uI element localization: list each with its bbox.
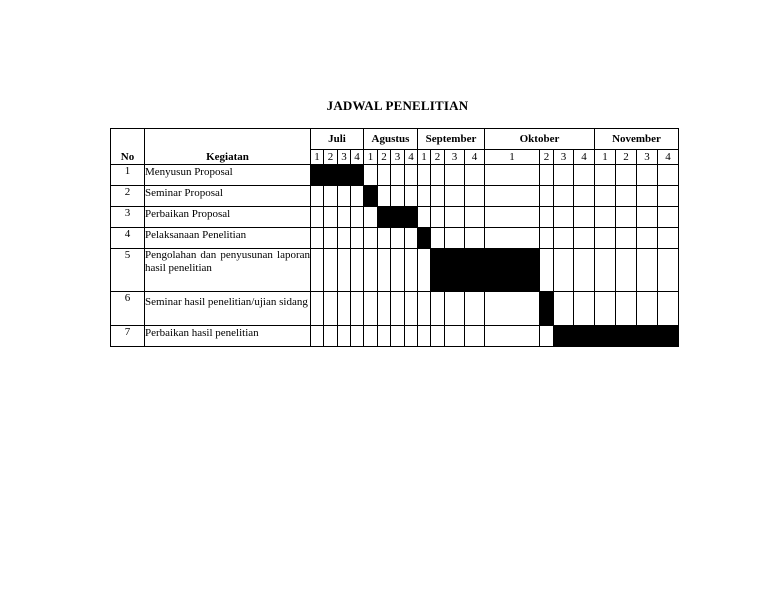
schedule-cell-empty: [364, 207, 378, 228]
schedule-cell-empty: [391, 165, 405, 186]
schedule-cell-empty: [338, 207, 351, 228]
schedule-cell-empty: [418, 186, 431, 207]
schedule-cell-empty: [405, 228, 418, 249]
week-label: 2: [378, 150, 391, 165]
schedule-cell-empty: [637, 228, 658, 249]
row-number: 3: [111, 207, 145, 228]
week-label: 2: [616, 150, 637, 165]
schedule-cell-empty: [431, 207, 445, 228]
table-row: [111, 186, 679, 207]
schedule-cell-empty: [391, 186, 405, 207]
schedule-cell-empty: [595, 165, 616, 186]
schedule-cell-empty: [445, 228, 465, 249]
week-label: 1: [595, 150, 616, 165]
schedule-cell-empty: [445, 292, 465, 326]
schedule-cell-empty: [616, 207, 637, 228]
schedule-cell-filled: [637, 326, 658, 347]
schedule-cell-empty: [445, 326, 465, 347]
schedule-cell-empty: [418, 292, 431, 326]
schedule-cell-empty: [540, 249, 554, 292]
schedule-cell-empty: [324, 228, 338, 249]
schedule-cell-empty: [378, 186, 391, 207]
week-label: 3: [554, 150, 574, 165]
schedule-cell-empty: [616, 228, 637, 249]
schedule-cell-empty: [540, 165, 554, 186]
activity-label: Perbaikan hasil penelitian: [145, 326, 311, 347]
month-oktober: Oktober: [485, 129, 595, 150]
schedule-cell-empty: [405, 186, 418, 207]
schedule-cell-empty: [485, 228, 540, 249]
schedule-cell-empty: [364, 228, 378, 249]
schedule-cell-empty: [311, 186, 324, 207]
schedule-cell-empty: [595, 207, 616, 228]
schedule-cell-empty: [418, 207, 431, 228]
schedule-cell-filled: [554, 326, 574, 347]
schedule-cell-empty: [658, 228, 679, 249]
schedule-cell-empty: [616, 186, 637, 207]
schedule-cell-empty: [637, 207, 658, 228]
schedule-cell-empty: [311, 292, 324, 326]
schedule-cell-empty: [595, 186, 616, 207]
row-number: 4: [111, 228, 145, 249]
schedule-cell-empty: [554, 165, 574, 186]
schedule-body: [111, 165, 679, 347]
week-label: 4: [574, 150, 595, 165]
schedule-cell-empty: [574, 207, 595, 228]
schedule-cell-filled: [378, 207, 391, 228]
schedule-cell-empty: [540, 207, 554, 228]
activity-label: Menyusun Proposal: [145, 165, 311, 186]
schedule-cell-empty: [391, 292, 405, 326]
schedule-cell-empty: [465, 326, 485, 347]
table-row: [111, 292, 679, 326]
schedule-cell-filled: [364, 186, 378, 207]
schedule-cell-filled: [351, 165, 364, 186]
schedule-cell-empty: [431, 186, 445, 207]
schedule-cell-empty: [637, 292, 658, 326]
table-row: [111, 165, 679, 186]
month-agustus: Agustus: [364, 129, 418, 150]
schedule-cell-empty: [338, 228, 351, 249]
schedule-cell-filled: [324, 165, 338, 186]
schedule-cell-empty: [364, 249, 378, 292]
activity-label: Seminar hasil penelitian/ujian sidang: [145, 292, 311, 326]
week-label: 4: [405, 150, 418, 165]
schedule-cell-empty: [351, 249, 364, 292]
schedule-cell-empty: [311, 249, 324, 292]
schedule-cell-empty: [540, 326, 554, 347]
row-number: 5: [111, 249, 145, 292]
schedule-cell-empty: [378, 249, 391, 292]
schedule-cell-filled: [574, 326, 595, 347]
schedule-cell-empty: [431, 228, 445, 249]
schedule-cell-empty: [658, 207, 679, 228]
schedule-cell-empty: [378, 326, 391, 347]
row-number: 6: [111, 292, 145, 326]
week-label: 1: [418, 150, 431, 165]
schedule-cell-empty: [616, 292, 637, 326]
schedule-cell-empty: [574, 249, 595, 292]
schedule-cell-empty: [324, 186, 338, 207]
schedule-cell-empty: [658, 249, 679, 292]
schedule-cell-empty: [351, 292, 364, 326]
week-label: 1: [485, 150, 540, 165]
schedule-cell-empty: [351, 228, 364, 249]
week-label: 4: [465, 150, 485, 165]
schedule-cell-empty: [554, 186, 574, 207]
table-row: [111, 326, 679, 347]
schedule-cell-empty: [485, 292, 540, 326]
schedule-cell-empty: [418, 326, 431, 347]
schedule-cell-empty: [311, 228, 324, 249]
schedule-cell-empty: [554, 292, 574, 326]
schedule-cell-empty: [554, 207, 574, 228]
week-label: 2: [540, 150, 554, 165]
week-label: 1: [311, 150, 324, 165]
schedule-cell-empty: [540, 186, 554, 207]
row-number: 7: [111, 326, 145, 347]
page-title: JADWAL PENELITIAN: [326, 98, 469, 113]
schedule-cell-filled: [311, 165, 324, 186]
month-juli: Juli: [311, 129, 364, 150]
schedule-cell-empty: [595, 249, 616, 292]
header-kegiatan: Kegiatan: [145, 129, 311, 165]
week-label: 3: [391, 150, 405, 165]
schedule-cell-empty: [554, 228, 574, 249]
schedule-cell-empty: [351, 186, 364, 207]
schedule-cell-filled: [431, 249, 445, 292]
schedule-cell-empty: [445, 186, 465, 207]
schedule-cell-empty: [324, 207, 338, 228]
schedule-cell-empty: [637, 165, 658, 186]
schedule-cell-empty: [445, 207, 465, 228]
schedule-cell-empty: [364, 326, 378, 347]
schedule-cell-empty: [338, 326, 351, 347]
week-label: 4: [351, 150, 364, 165]
schedule-cell-empty: [431, 165, 445, 186]
schedule-cell-empty: [465, 292, 485, 326]
schedule-cell-empty: [378, 228, 391, 249]
schedule-cell-empty: [637, 186, 658, 207]
schedule-cell-empty: [637, 249, 658, 292]
schedule-cell-empty: [616, 165, 637, 186]
schedule-cell-empty: [364, 165, 378, 186]
schedule-cell-empty: [418, 249, 431, 292]
schedule-cell-empty: [595, 228, 616, 249]
schedule-cell-empty: [616, 249, 637, 292]
schedule-cell-empty: [465, 186, 485, 207]
week-label: 4: [658, 150, 679, 165]
schedule-cell-empty: [324, 326, 338, 347]
schedule-cell-empty: [658, 186, 679, 207]
schedule-cell-empty: [324, 249, 338, 292]
schedule-cell-filled: [338, 165, 351, 186]
schedule-cell-empty: [378, 292, 391, 326]
schedule-cell-empty: [574, 228, 595, 249]
schedule-cell-filled: [658, 326, 679, 347]
header-no: No: [111, 129, 145, 165]
schedule-cell-empty: [405, 326, 418, 347]
schedule-cell-empty: [338, 292, 351, 326]
schedule-cell-empty: [485, 165, 540, 186]
month-september: September: [418, 129, 485, 150]
schedule-cell-filled: [465, 249, 485, 292]
schedule-cell-filled: [616, 326, 637, 347]
schedule-cell-empty: [405, 165, 418, 186]
schedule-cell-empty: [324, 292, 338, 326]
activity-label: Perbaikan Proposal: [145, 207, 311, 228]
table-row: [111, 249, 679, 292]
schedule-cell-empty: [485, 207, 540, 228]
schedule-cell-empty: [574, 186, 595, 207]
schedule-cell-filled: [445, 249, 465, 292]
schedule-cell-empty: [595, 292, 616, 326]
schedule-cell-empty: [418, 165, 431, 186]
schedule-cell-empty: [391, 228, 405, 249]
schedule-cell-empty: [351, 207, 364, 228]
schedule-cell-empty: [378, 165, 391, 186]
schedule-cell-empty: [391, 326, 405, 347]
schedule-cell-empty: [351, 326, 364, 347]
schedule-cell-empty: [405, 292, 418, 326]
schedule-cell-empty: [574, 165, 595, 186]
month-november: November: [595, 129, 679, 150]
schedule-cell-filled: [595, 326, 616, 347]
schedule-cell-empty: [338, 186, 351, 207]
schedule-cell-empty: [485, 186, 540, 207]
week-label: 3: [338, 150, 351, 165]
schedule-cell-empty: [431, 326, 445, 347]
schedule-cell-empty: [338, 249, 351, 292]
schedule-cell-filled: [418, 228, 431, 249]
schedule-table: [110, 128, 679, 347]
schedule-cell-empty: [658, 292, 679, 326]
week-label: 2: [431, 150, 445, 165]
row-number: 2: [111, 186, 145, 207]
table-row: [111, 228, 679, 249]
week-label: 3: [445, 150, 465, 165]
week-label: 3: [637, 150, 658, 165]
schedule-cell-empty: [364, 292, 378, 326]
schedule-cell-empty: [465, 207, 485, 228]
schedule-cell-empty: [658, 165, 679, 186]
schedule-cell-empty: [431, 292, 445, 326]
schedule-cell-empty: [485, 326, 540, 347]
schedule-cell-empty: [574, 292, 595, 326]
schedule-cell-empty: [391, 249, 405, 292]
schedule-cell-filled: [405, 207, 418, 228]
schedule-cell-empty: [311, 326, 324, 347]
schedule-cell-empty: [465, 165, 485, 186]
week-label: 1: [364, 150, 378, 165]
activity-label: Pengolahan dan penyusunan laporan hasil penelitian: [145, 249, 311, 292]
activity-label: Seminar Proposal: [145, 186, 311, 207]
table-row: [111, 207, 679, 228]
schedule-cell-filled: [540, 292, 554, 326]
week-label: 2: [324, 150, 338, 165]
schedule-cell-empty: [445, 165, 465, 186]
schedule-cell-filled: [391, 207, 405, 228]
schedule-cell-empty: [554, 249, 574, 292]
row-number: 1: [111, 165, 145, 186]
schedule-cell-filled: [485, 249, 540, 292]
schedule-cell-empty: [311, 207, 324, 228]
schedule-cell-empty: [405, 249, 418, 292]
schedule-cell-empty: [540, 228, 554, 249]
activity-label: Pelaksanaan Penelitian: [145, 228, 311, 249]
schedule-cell-empty: [465, 228, 485, 249]
